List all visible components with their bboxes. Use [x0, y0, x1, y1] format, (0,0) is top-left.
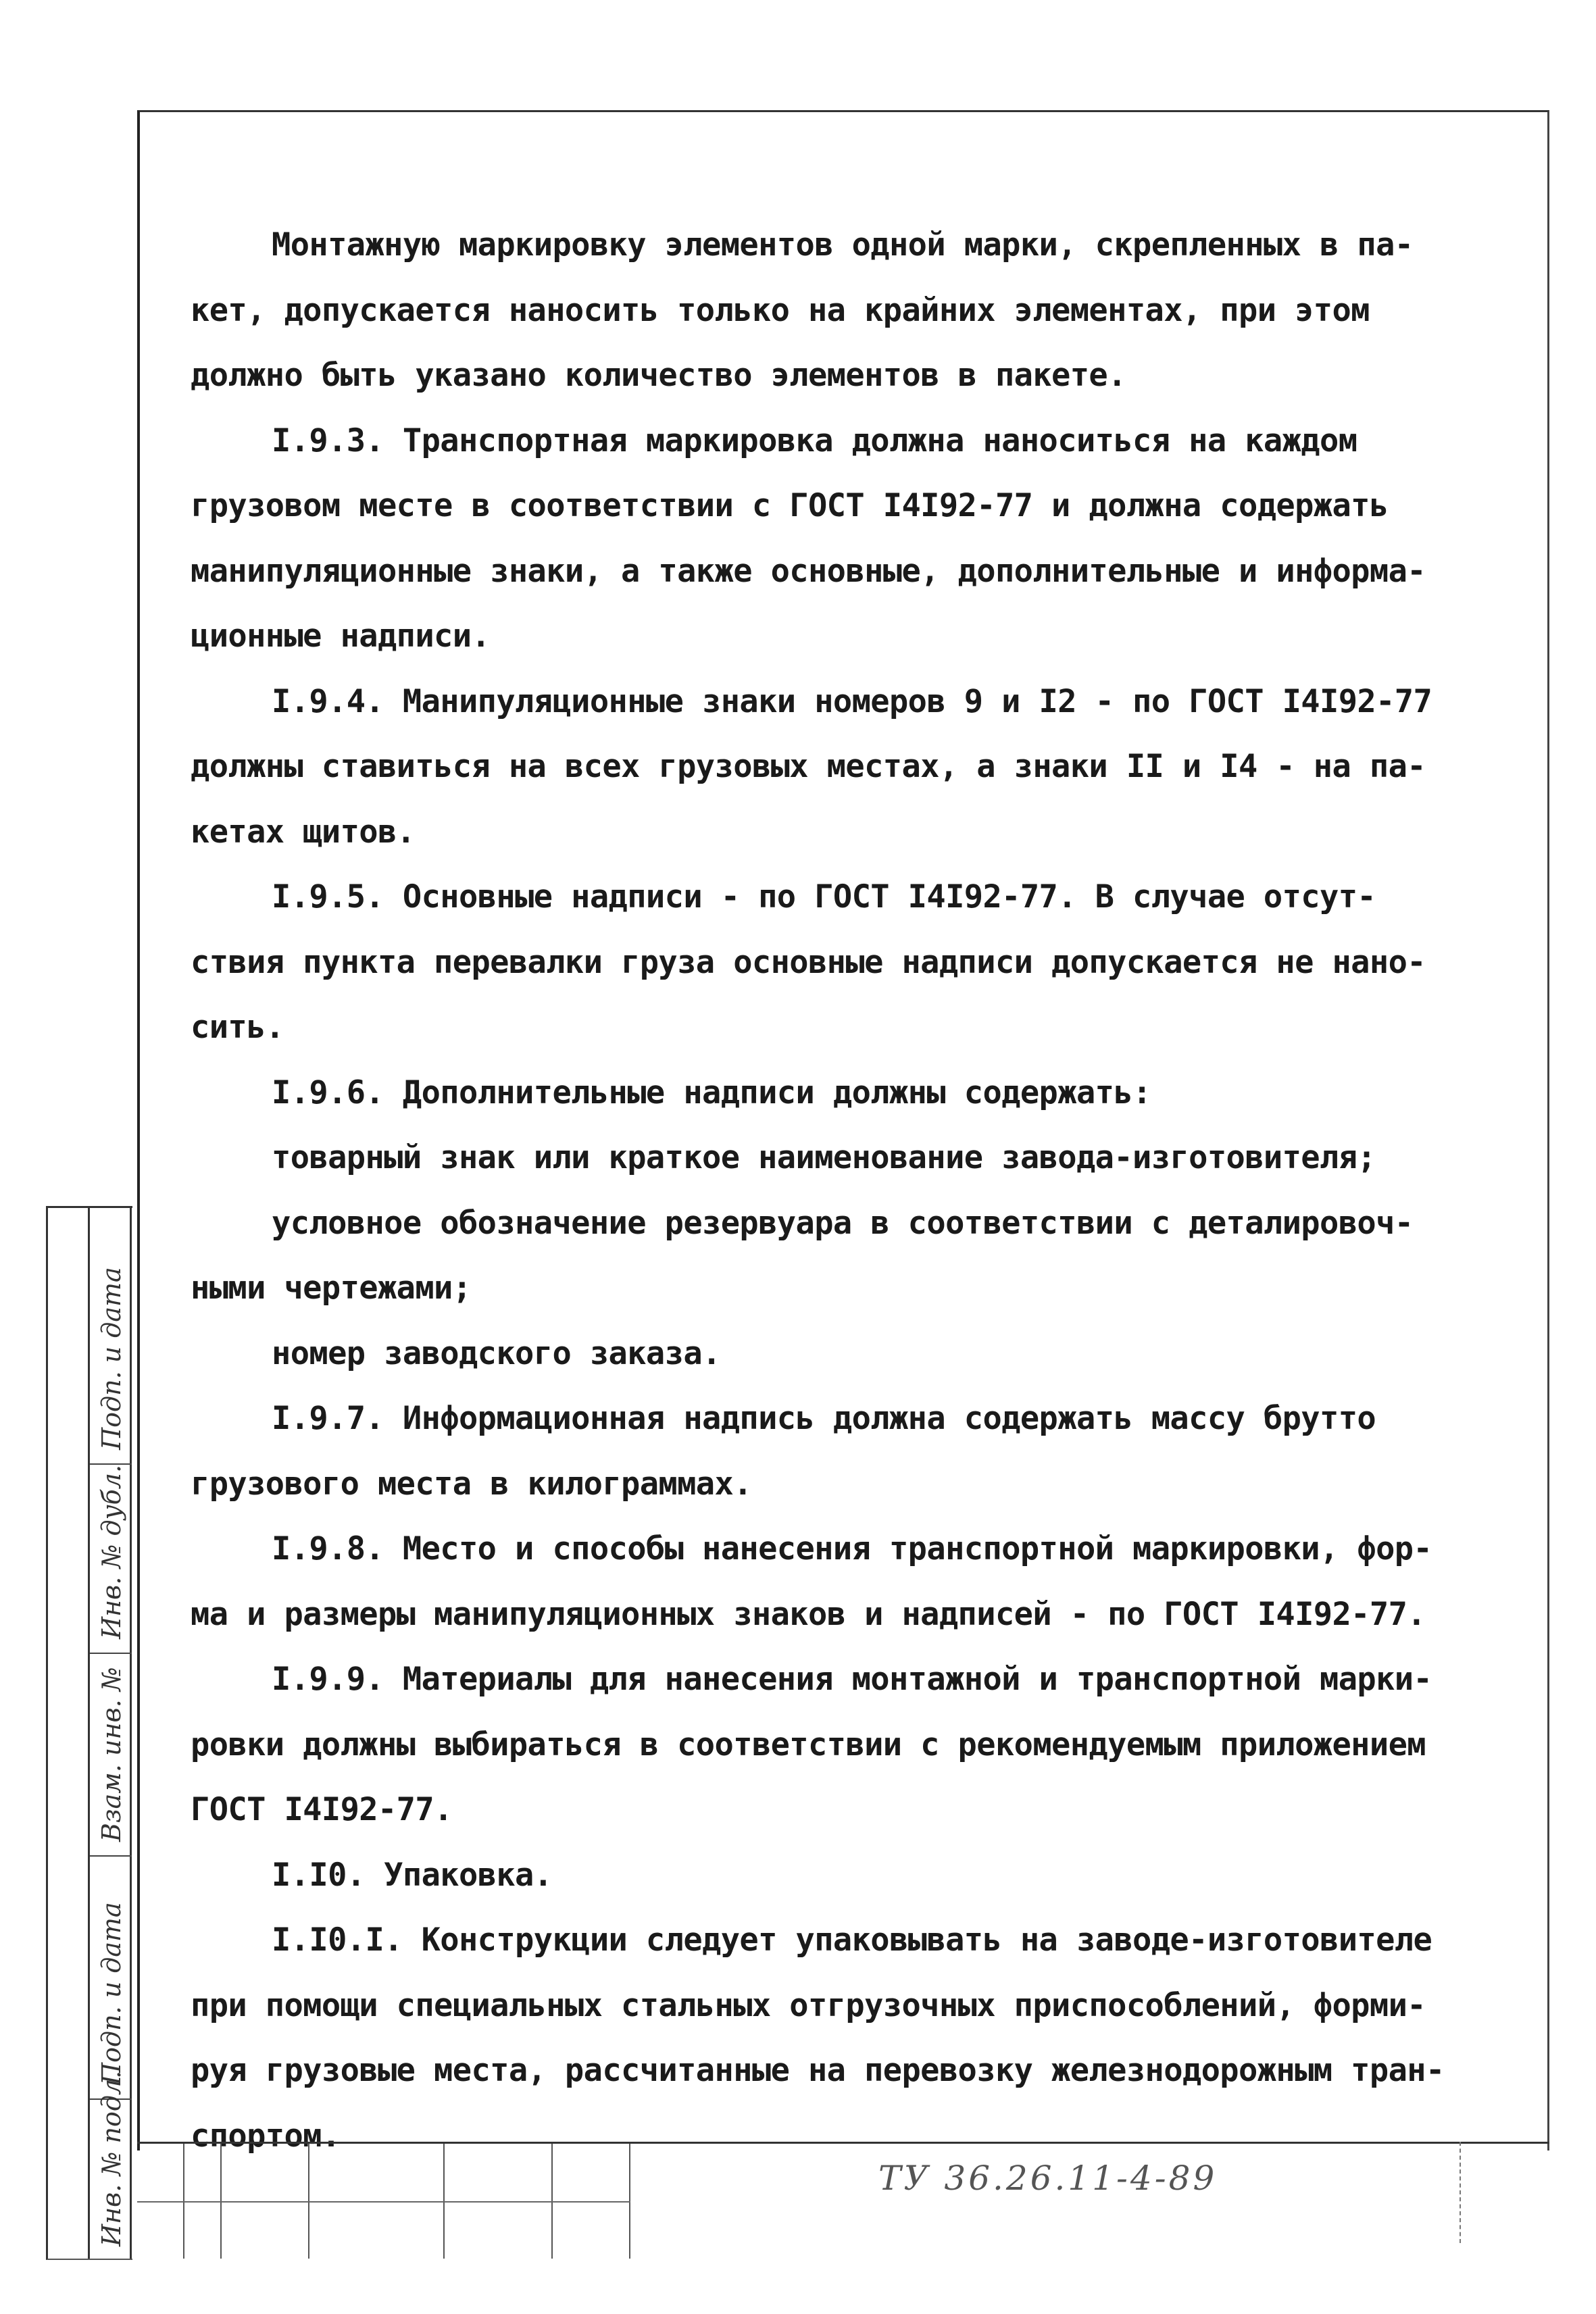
- text-line: ГОСТ I4I92-77.: [191, 1791, 453, 1828]
- title-block: [137, 2142, 1549, 2257]
- text-line: сить.: [191, 1009, 284, 1046]
- side-cell-signature-date-2: [90, 1857, 132, 2100]
- text-line: ствия пункта перевалки груза основные надписи допускается не нано-: [191, 943, 1426, 981]
- text-line: кет, допускается наносить только на крайних элементах, при этом: [191, 291, 1370, 329]
- side-cell-replacement-number: [90, 1654, 132, 1857]
- side-label-duplicate-number: Инв. № дубл.: [97, 1464, 126, 1639]
- side-stamp: [46, 1206, 132, 2260]
- side-cell-original-number: [90, 2070, 132, 2260]
- text-line: I.9.7. Информационная надпись должна содержать массу брутто: [272, 1400, 1376, 1437]
- text-line: условное обозначение резервуара в соответствии с деталировоч-: [272, 1204, 1414, 1242]
- side-label-original-number: Инв. № подл.: [97, 2070, 126, 2246]
- text-line: спортом.: [191, 2117, 341, 2155]
- text-line: товарный знак или краткое наименование завода-изготовителя;: [272, 1139, 1376, 1176]
- text-line: номер заводского заказа.: [272, 1334, 721, 1372]
- document-body: [191, 213, 1508, 2169]
- text-line: I.9.5. Основные надписи - по ГОСТ I4I92-77. В случае отсут-: [272, 878, 1376, 915]
- side-stamp-empty-column: [48, 1208, 90, 2259]
- side-cell-signature-date-1: [90, 1208, 132, 1465]
- text-line: кетах щитов.: [191, 813, 416, 851]
- side-label-replacement-number: Взам. инв. №: [97, 1667, 126, 1842]
- text-line: I.9.9. Материалы для нанесения монтажной и транспортной марки-: [272, 1661, 1432, 1698]
- document-designation: ТУ 36.26.11-4-89: [878, 2159, 1218, 2198]
- text-line: Монтажную маркировку элементов одной марки, скрепленных в па-: [272, 226, 1414, 263]
- text-line: I.9.3. Транспортная маркировка должна наноситься на каждом: [272, 422, 1357, 459]
- side-cell-duplicate-number: [90, 1465, 132, 1654]
- text-line: I.9.8. Место и способы нанесения транспортной маркировки, фор-: [272, 1530, 1432, 1567]
- text-line: I.9.6. Дополнительные надписи должны содержать:: [272, 1074, 1151, 1111]
- text-line: ными чертежами;: [191, 1269, 472, 1307]
- text-line: I.9.4. Манипуляционные знаки номеров 9 и I2 - по ГОСТ I4I92-77: [272, 682, 1432, 720]
- text-line: грузового места в килограммах.: [191, 1465, 752, 1503]
- side-label-signature-date-1: Подп. и дата: [97, 1267, 126, 1450]
- sheet-number-box: [1460, 2142, 1547, 2243]
- side-label-signature-date-2: Подп. и дата: [97, 1902, 126, 2085]
- text-line: I.I0.I. Конструкции следует упаковывать на заводе-изготовителе: [272, 1921, 1432, 1959]
- text-line: должны ставиться на всех грузовых местах, а знаки II и I4 - на па-: [191, 748, 1426, 785]
- text-line: манипуляционные знаки, а также основные, дополнительные и информа-: [191, 552, 1426, 590]
- text-line: I.I0. Упаковка.: [272, 1856, 553, 1894]
- title-block-divider: [137, 2201, 630, 2203]
- text-line: ровки должны выбираться в соответствии с рекомендуемым приложением: [191, 1726, 1426, 1763]
- side-stamp-label-column: [90, 1208, 132, 2259]
- text-line: грузовом месте в соответствии с ГОСТ I4I92-77 и должна содержать: [191, 487, 1389, 524]
- text-line: должно быть указано количество элементов в пакете.: [191, 357, 1126, 394]
- text-line: ма и размеры манипуляционных знаков и надписей - по ГОСТ I4I92-77.: [191, 1595, 1426, 1633]
- text-line: ционные надписи.: [191, 618, 491, 655]
- text-line: при помощи специальных стальных отгрузочных приспособлений, форми-: [191, 1986, 1426, 2024]
- text-line: руя грузовые места, рассчитанные на перевозку железнодорожным тран-: [191, 2052, 1445, 2089]
